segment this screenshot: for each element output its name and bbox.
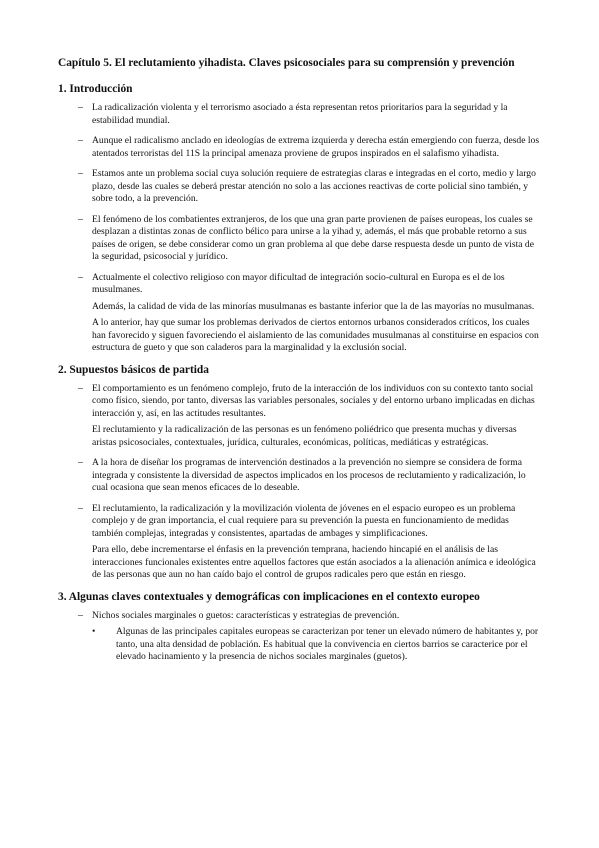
paragraph: El reclutamiento y la radicalización de las personas es un fenómeno poliédrico que presenta muchas y diversas aristas psicosociales, contextuales, jurídica, culturales, económicas, políticas, mediáticas y estratégicas.	[92, 424, 517, 448]
bullet-list	[58, 383, 541, 582]
bullet-list	[58, 102, 541, 355]
paragraph: Además, la calidad de vida de las minorías musulmanas es bastante inferior que la de las mayorías no musulmanas.	[92, 300, 535, 312]
list-item	[58, 272, 541, 355]
section-claves-contextuales	[58, 590, 541, 664]
list-item	[58, 457, 541, 495]
paragraph: Estamos ante un problema social cuya solución requiere de estrategias claras e integradas en el corto, medio y largo plazo, desde las cuales se deberá prestar atención no solo a las acciones reactivas de corte policial sino también, y sobre todo, a la prevención.	[92, 168, 536, 204]
section-heading: 3. Algunas claves contextuales y demográficas con implicaciones en el contexto europeo	[58, 590, 480, 603]
list-item	[58, 168, 541, 206]
section-heading: 1. Introducción	[58, 83, 133, 95]
list-item	[58, 610, 541, 664]
chapter-title: Capítulo 5. El reclutamiento yihadista. Claves psicosociales para su comprensión y prevención	[58, 57, 515, 69]
sub-bullet-list	[92, 626, 541, 664]
paragraph: A lo anterior, hay que sumar los problemas derivados de ciertos entornos urbanos considerados críticos, los cuales han favorecido y siguen favoreciendo el aislamiento de las comunidades musulmanas al constituirse en espacios con estructura de gueto y que son caladeros para la marginalidad y la exclusión social.	[92, 317, 539, 353]
paragraph: La radicalización violenta y el terrorismo asociado a ésta representan retos prioritarios para la seguridad y la estabilidad mundial.	[92, 102, 508, 126]
list-item	[58, 102, 541, 127]
paragraph: Actualmente el colectivo religioso con mayor dificultad de integración socio-cultural en Europa es el de los musulmanes.	[92, 271, 505, 295]
list-item	[58, 214, 541, 264]
list-item	[58, 503, 541, 582]
dash-bullet: –	[78, 271, 83, 283]
section-introduccion	[58, 82, 541, 355]
dash-bullet: –	[78, 609, 83, 621]
paragraph: El comportamiento es un fenómeno complejo, fruto de la interacción de los individuos con su contexto tanto social como físico, siendo, por tanto, diversas las variables personales, sociales y del entorno urbano implicadas en dichas interacción y, así, en las actitudes resultantes.	[92, 382, 535, 419]
bullet-list	[58, 610, 541, 664]
paragraph: Para ello, debe incrementarse el énfasis en la prevención temprana, haciendo hincapié en el análisis de las interacciones funcionales existentes entre aquellos factores que están asociados a la alienación anímica e ideológica de las personas que aun no han caído bajo el control de grupos radicales pero que están en riesgo.	[92, 544, 536, 580]
dash-bullet: –	[78, 102, 83, 113]
dash-bullet: –	[78, 382, 83, 394]
dash-bullet: –	[78, 457, 83, 468]
paragraph: A la hora de diseñar los programas de intervención destinados a la prevención no siempre se considera de forma integrada y consistente la diversidad de aspectos implicados en los procesos de reclutamiento y radicalización, lo cual ocasiona que sean menos eficaces de lo deseable.	[92, 457, 526, 493]
list-item	[58, 383, 541, 450]
sub-list-item	[92, 626, 541, 664]
dash-bullet: –	[78, 135, 83, 146]
paragraph: El reclutamiento, la radicalización y la movilización violenta de jóvenes en el espacio europeo es un problema complejo y de gran importancia, el cual requiere para su prevención la puesta en funcionamiento de medidas también complejas, integradas y consistentes, apartadas de ambages y simplificaciones.	[92, 502, 516, 539]
section-supuestos	[58, 363, 541, 582]
paragraph: Algunas de las principales capitales europeas se caracterizan por tener un elevado número de habitantes y, por tanto, una alta densidad de población. Es habitual que la convivencia en ciertos barrios se caracterice por el elevado hacinamiento y la presencia de nichos sociales marginales (guetos).	[116, 626, 539, 662]
list-item	[58, 135, 541, 160]
dash-bullet: –	[78, 213, 83, 225]
paragraph: Nichos sociales marginales o guetos: características y estrategias de prevención.	[92, 609, 400, 621]
section-heading: 2. Supuestos básicos de partida	[58, 363, 209, 376]
dot-bullet: •	[92, 626, 96, 637]
dash-bullet: –	[78, 168, 83, 179]
paragraph: Aunque el radicalismo anclado en ideologías de extrema izquierda y derecha están emergiendo con fuerza, desde los atentados terroristas del 11S la principal amenaza proviene de grupos inspirados en el salafismo yihadista.	[92, 135, 540, 159]
paragraph: El fenómeno de los combatientes extranjeros, de los que una gran parte provienen de países europeas, los cuales se desplazan a distintas zonas de conflicto bélico para unirse a la yihad y, además, el más que probable retorno a sus países de origen, se debe considerar como un gran problema al que debe darse respuesta desde un punto de vista de la seguridad, psicosocial y jurídico.	[92, 213, 534, 262]
dash-bullet: –	[78, 502, 83, 514]
